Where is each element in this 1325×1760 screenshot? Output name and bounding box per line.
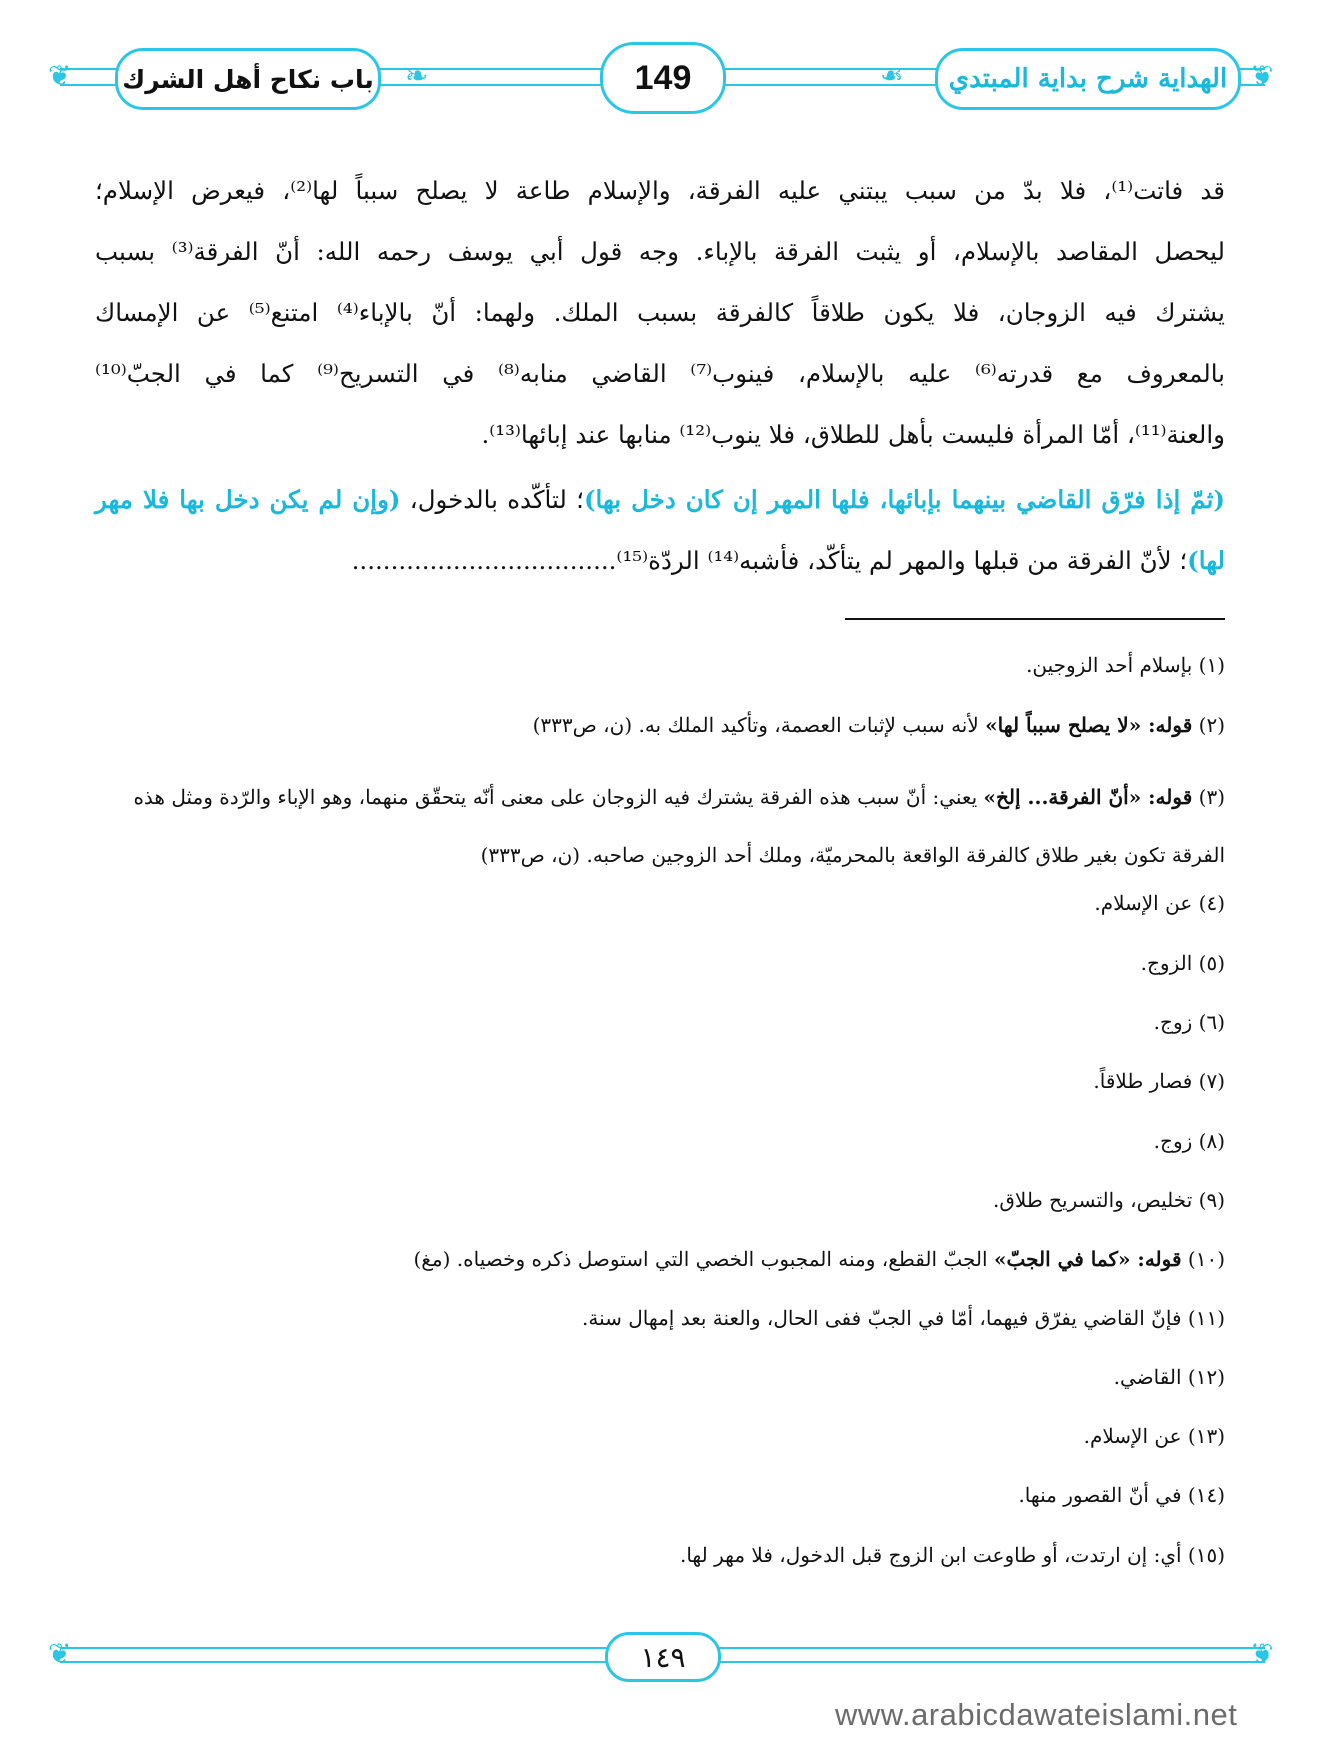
footnote-2 [95,710,1225,740]
footnote-text: فصار طلاقاً. [1093,1069,1193,1093]
footnote-text: بإسلام أحد الزوجين. [1026,653,1193,677]
footnote-6 [95,1007,1225,1037]
footnote-number: (١٥) [1187,1543,1225,1567]
footnote-number: (٤) [1198,891,1225,915]
footnote-number: (١٢) [1187,1365,1225,1389]
footnote-number: (١٤) [1187,1483,1225,1507]
main-line-5: والعنة⁽¹¹⁾، أمّا المرأة فليست بأهل للطلاق، فلا ينوب⁽¹²⁾ منابها عند إبائها⁽¹³⁾. [481,420,1225,449]
footnote-quote: قوله: «أنّ الفرقة... إلخ» [983,785,1193,809]
footnote-text: فإنّ القاضي يفرّق فيهما، أمّا في الجبّ ففى الحال، والعنة بعد إمهال سنة. [582,1306,1182,1330]
footnote-12 [95,1362,1225,1392]
page-number-top: 149 [600,42,726,114]
footnote-quote: قوله: «كما في الجبّ» [993,1247,1182,1271]
footnote-number: (١٣) [1187,1424,1225,1448]
footnote-10 [95,1244,1225,1274]
footnote-5 [95,948,1225,978]
footnote-text: الزوج. [1140,951,1193,975]
footnote-number: (٢) [1198,713,1225,737]
footnote-9 [95,1185,1225,1215]
footnote-text: أي: إن ارتدت، أو طاوعت ابن الزوج قبل الدخول، فلا مهر لها. [679,1543,1182,1567]
footnote-text: لأنه سبب لإثبات العصمة، وتأكيد الملك به. (ن، ص٣٣٣) [532,713,986,737]
footnote-number: (٦) [1198,1010,1225,1034]
footnote-number: (١) [1198,653,1225,677]
book-logo: الهداية شرح بداية المبتدي [935,48,1241,110]
footnote-4 [95,888,1225,918]
footnote-8 [95,1126,1225,1156]
footnote-7 [95,1066,1225,1096]
chapter-title: باب نكاح أهل الشرك [115,48,381,110]
footnote-number: (١١) [1187,1306,1225,1330]
highlighted-matn-2: (وإن لم يكن دخل بها فلا مهر لها) [95,485,1225,575]
ornament-mid-left-icon: ❧ [405,59,429,92]
footnote-15 [95,1540,1225,1570]
footnote-number: (٩) [1198,1188,1225,1212]
footnote-text: تخليص، والتسريح طلاق. [993,1188,1193,1212]
ornament-left-icon: ❦ [48,59,72,92]
footnote-number: (٣) [1198,785,1225,809]
footer-ornament-left-icon: ❦ [48,1637,72,1670]
footnote-14 [95,1480,1225,1510]
main-paragraph-2 [95,469,1225,591]
footnote-1 [95,650,1225,680]
website-url: www.arabicdawateislami.net [835,1697,1238,1732]
footnote-divider [845,618,1225,620]
ornament-right-icon: ❦ [1250,59,1274,92]
footnote-text: عن الإسلام. [1094,891,1193,915]
main-text [95,160,1225,591]
page-number-bottom: ١٤٩ [605,1632,721,1682]
footnote-text: يعني: أنّ سبب هذه الفرقة يشترك فيه الزوجان على معنى أنّه يتحقّق منهما، وهو الإباء والرّدة ومثل هذه الفرقة تكون بغير طلاق كالفرقة الواقعة بالمحرميّة، وملك أحد الزوجين صاحبه. (ن، ص٣٣٣) [133,785,1225,867]
commentary-2: ؛ لأنّ الفرقة من قبلها والمهر لم يتأكّد، فأشبه⁽¹⁴⁾ الردّة⁽¹⁵⁾.................................. [351,546,1188,575]
main-line-1: قد فاتت⁽¹⁾، فلا بدّ من سبب يبتني عليه الفرقة، والإسلام طاعة لا يصلح سبباً لها⁽²⁾، فيعرض الإسلام؛ [95,176,1225,205]
footnote-number: (٧) [1198,1069,1225,1093]
footnote-text: زوج. [1153,1129,1193,1153]
footnote-text: القاضي. [1113,1365,1182,1389]
highlighted-matn-1: (ثمّ إذا فرّق القاضي بينهما بإبائها، فلها المهر إن كان دخل بها) [583,485,1226,514]
footnote-text: عن الإسلام. [1083,1424,1182,1448]
footnote-number: (٥) [1198,951,1225,975]
main-line-4: بالمعروف مع قدرته⁽⁶⁾ عليه بالإسلام، فينوب⁽⁷⁾ القاضي منابه⁽⁸⁾ في التسريح⁽⁹⁾ كما في الجبّ⁽¹⁰⁾ [95,359,1225,388]
main-line-3: يشترك فيه الزوجان، فلا يكون طلاقاً كالفرقة بسبب الملك. ولهما: أنّ بالإباء⁽⁴⁾ امتنع⁽⁵⁾ عن الإمساك [95,298,1225,327]
footnote-number: (٨) [1198,1129,1225,1153]
footnote-quote: قوله: «لا يصلح سبباً لها» [985,713,1193,737]
footnote-11 [95,1303,1225,1333]
commentary-1: ؛ لتأكّده بالدخول، [400,485,584,514]
main-line-2: ليحصل المقاصد بالإسلام، أو يثبت الفرقة بالإباء. وجه قول أبي يوسف رحمه الله: أنّ الفرقة⁽³⁾ بسبب [95,237,1225,266]
footnote-3 [95,768,1225,884]
footnote-13 [95,1421,1225,1451]
footnote-text: زوج. [1153,1010,1193,1034]
footnote-text: الجبّ القطع، ومنه المجبوب الخصي التي استوصل ذكره وخصياه. (مغ) [413,1247,994,1271]
ornament-mid-right-icon: ❧ [880,59,904,92]
footnote-text: في أنّ القصور منها. [1018,1483,1182,1507]
footnote-number: (١٠) [1187,1247,1225,1271]
footer-ornament-right-icon: ❦ [1250,1637,1274,1670]
